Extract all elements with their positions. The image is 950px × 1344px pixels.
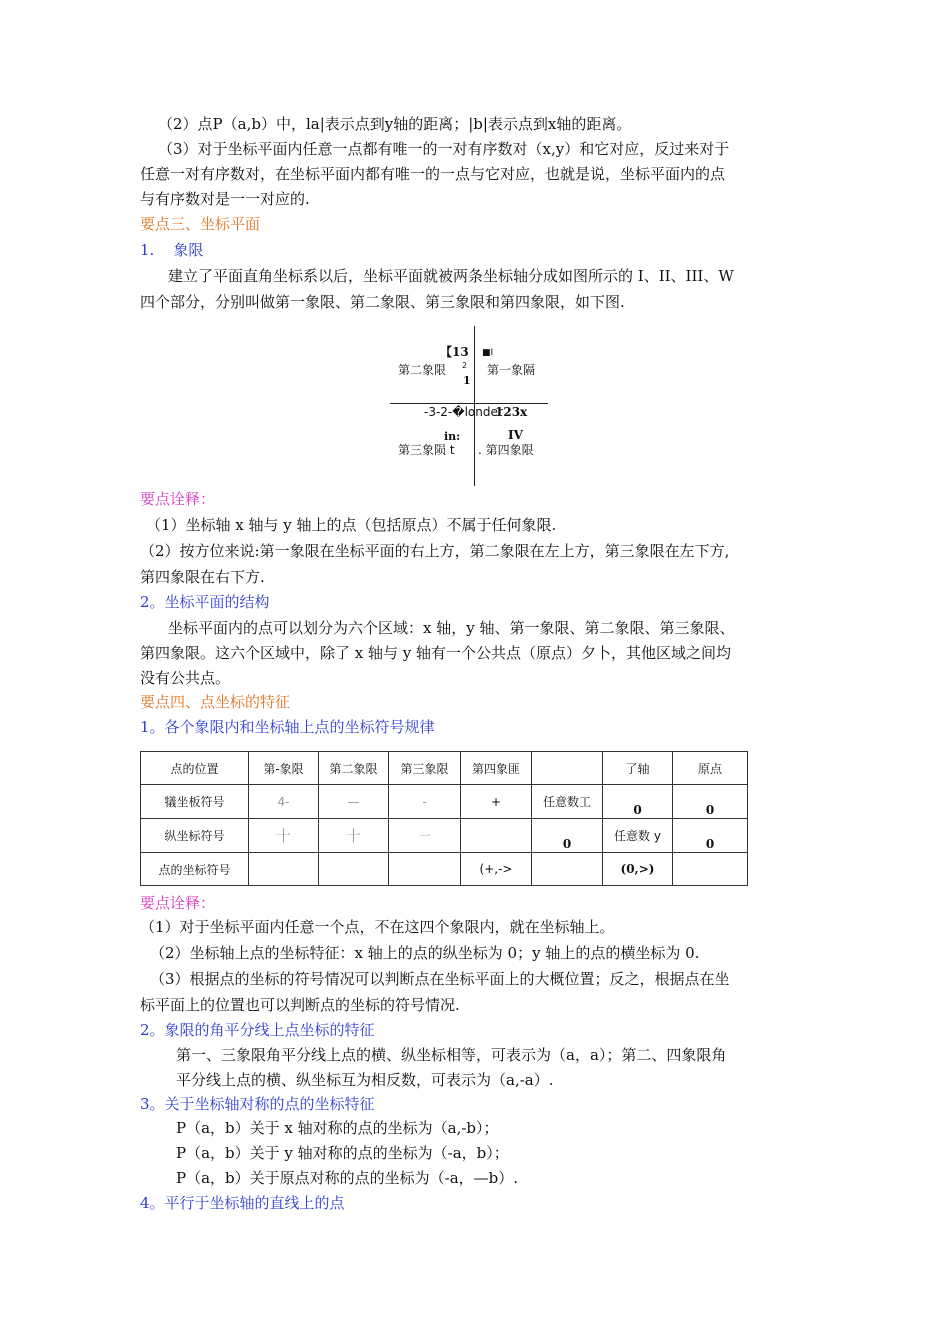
fig-label-q4: . 第四象限 [478, 443, 534, 457]
section3-text2: 四个部分，分别叫做第一象限、第二象限、第三象限和第四象限，如下图. [140, 293, 625, 311]
fig-label-q3: 第三象陨 t [398, 443, 455, 457]
table-row [141, 819, 748, 853]
fig-label-q2: 第二象限 [398, 363, 447, 377]
table-cell: 第-象限 [249, 752, 319, 785]
structure-t3: 没有公共点。 [140, 669, 231, 687]
table-cell: 了轴 [603, 752, 673, 785]
paragraph-p3-line2: 任意一对有序数对，在坐标平面内都有唯一的一点与它对应，也就是说，坐标平面内的点 [140, 165, 726, 183]
table-row [141, 752, 748, 785]
table-cell: (0,>) [603, 853, 673, 886]
table-row [141, 785, 748, 819]
table-cell: 第四象匪 [461, 752, 532, 785]
notes2-heading: 要点诠释： [140, 894, 216, 912]
table-cell: 原点 [673, 752, 748, 785]
fig-label-in: in: [444, 430, 461, 443]
table-cell: 第三象限 [389, 752, 461, 785]
section3-text1: 建立了平面直角坐标系以后，坐标平面就被两条坐标轴分成如图所示的 I、II、III、W [168, 267, 734, 285]
table-cell [319, 853, 389, 886]
fig-label-mark: ■I [482, 348, 494, 358]
table-cell [389, 853, 461, 886]
table-row [141, 853, 748, 886]
section4-heading: 要点四、点坐标的特征 [140, 693, 291, 711]
table-cell: 0 [673, 819, 748, 853]
structure-t2: 第四象限。这六个区域中，除了 x 轴与 y 轴有一个公共点（原点）夕卜，其他区域之间均 [140, 644, 732, 662]
section4-sub1: 1。各个象限内和坐标轴上点的坐标符号规律 [140, 718, 435, 736]
fig-label-q1: 第一象隔 [487, 363, 536, 377]
symmetry-t3: P（a，b）关于原点对称的点的坐标为（-a，—b）. [176, 1169, 519, 1187]
table-cell [461, 819, 532, 853]
fig-label-iv: IV [508, 428, 523, 442]
notes1-n2-line2: 第四象限在右下方. [140, 568, 265, 586]
table-cell: 任意数 y [603, 819, 673, 853]
symmetry-heading: 3。关于坐标轴对称的点的坐标特征 [140, 1095, 375, 1113]
table-cell: 犠坐板符号 [141, 785, 249, 819]
symmetry-t1: P（a，b）关于 x 轴对称的点的坐标为（a,-b）； [176, 1119, 499, 1137]
structure-heading: 2。坐标平面的结构 [140, 593, 270, 611]
notes1-n2-line1: （2）按方位来说:第一象限在坐标平面的右上方，第二象限在左上方，第三象限在左下方, [140, 542, 730, 560]
table-cell: — [319, 785, 389, 819]
table-cell: (+,-> [461, 853, 532, 886]
table-cell: - [389, 785, 461, 819]
fig-label-1: 1 [463, 374, 471, 387]
fig-label-13: 【13 [440, 345, 469, 359]
notes2-n3-line2: 标平面上的位置也可以判断点的坐标的符号情况. [140, 996, 460, 1014]
structure-t1: 坐标平面内的点可以划分为六个区域：x 轴，y 轴、第一象限、第二象限、第三象限、 [168, 619, 735, 637]
table-cell: 第二象限 [319, 752, 389, 785]
fig-label-123x: 123x [495, 405, 528, 419]
notes1-n1: （1）坐标轴 x 轴与 y 轴上的点（包括原点）不属于任何象限. [146, 516, 557, 534]
table-cell: 点的坐标符号 [141, 853, 249, 886]
table-cell: 任意数工 [532, 785, 603, 819]
table-cell: 点的位置 [141, 752, 249, 785]
table-cell: 0 [603, 785, 673, 819]
paragraph-p3-line1: （3）对于坐标平面内任意一点都有唯一的一对有序数对（x,y）和它对应，反过来对于 [158, 140, 730, 158]
notes2-n1: （1）对于坐标平面内任意一个点，不在这四个象限内，就在坐标轴上。 [140, 918, 615, 936]
coordinate-sign-table [140, 751, 748, 886]
fig-label-neg: -3-2-�londer [424, 405, 503, 419]
table-cell [532, 853, 603, 886]
table-cell: + [461, 785, 532, 819]
table-cell: 十 [319, 819, 389, 853]
bisector-t1: 第一、三象限角平分线上点的横、纵坐标相等，可表示为（a，a）；第二、四象限角 [176, 1046, 727, 1064]
x-axis-line [390, 403, 548, 404]
bisector-heading: 2。象限的角平分线上点坐标的特征 [140, 1021, 375, 1039]
quadrant-figure [390, 326, 550, 486]
bisector-t2: 平分线上点的横、纵坐标互为相反数，可表示为（a,-a）. [176, 1071, 554, 1089]
section3-sub1: 1. 象限 [140, 241, 204, 259]
table-cell: 纵坐标符号 [141, 819, 249, 853]
notes2-n2: （2）坐标轴上点的坐标特征：x 轴上的点的纵坐标为 0；y 轴上的点的横坐标为 0. [150, 944, 700, 962]
table-cell: 4- [249, 785, 319, 819]
table-cell [249, 853, 319, 886]
parallel-heading: 4。平行于坐标轴的直线上的点 [140, 1194, 345, 1212]
notes2-n3-line1: （3）根据点的坐标的符号情况可以判断点在坐标平面上的大概位置；反之，根据点在坐 [150, 970, 730, 988]
notes1-heading: 要点诠释： [140, 490, 216, 508]
table-cell: 一 [389, 819, 461, 853]
section3-heading: 要点三、坐标平面 [140, 215, 261, 233]
table-cell: 十 [249, 819, 319, 853]
table-cell [532, 752, 603, 785]
fig-label-2: 2 [462, 361, 468, 370]
table-cell: 0 [673, 785, 748, 819]
table-cell: 0 [532, 819, 603, 853]
table-cell [673, 853, 748, 886]
paragraph-p2: （2）点P（a,b）中，la|表示点到y轴的距离；|b|表示点到x轴的距离。 [158, 115, 632, 133]
paragraph-p3-line3: 与有序数对是一一对应的. [140, 190, 310, 208]
symmetry-t2: P（a，b）关于 y 轴对称的点的坐标为（-a，b）； [176, 1144, 509, 1162]
